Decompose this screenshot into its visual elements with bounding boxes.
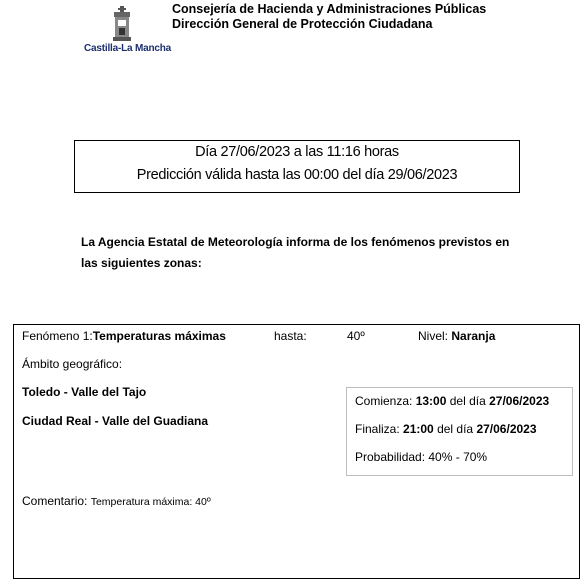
end-mid: del día: [437, 422, 474, 436]
issued-datetime: Día 27/06/2023 a las 11:16 horas: [195, 144, 399, 160]
threshold-value: 40º: [347, 329, 365, 343]
start-label: Comienza:: [355, 394, 413, 408]
intro-text: La Agencia Estatal de Meteorología informa de los fenómenos previstos en las siguientes zonas:: [81, 235, 510, 270]
comment-label: Comentario:: [22, 494, 88, 508]
phenomenon-name: Temperaturas máximas: [92, 329, 226, 343]
start-hour: 13:00: [415, 394, 447, 408]
threshold-label: hasta:: [274, 329, 307, 343]
directorate-name: Dirección General de Protección Ciudadana: [172, 17, 433, 31]
geographic-scope-label: Ámbito geográfico:: [22, 357, 123, 371]
zone-name: Toledo - Valle del Tajo: [22, 385, 147, 399]
start-date: 27/06/2023: [489, 394, 550, 408]
phenomenon-header: [22, 329, 226, 343]
start-mid: del día: [449, 394, 486, 408]
timing-box: [346, 387, 573, 476]
level-label: Nivel:: [418, 329, 449, 343]
end-date: 27/06/2023: [476, 422, 537, 436]
phenomenon-label: Fenómeno 1:: [22, 329, 93, 343]
forecast-date-box: [74, 140, 520, 193]
comment-text: Temperatura máxima: 40º: [90, 496, 211, 508]
zone-name: Ciudad Real - Valle del Guadiana: [22, 414, 209, 428]
castilla-la-mancha-emblem-icon: [108, 6, 136, 42]
end-time: [355, 422, 537, 436]
phenomenon-box: [13, 324, 580, 579]
organization-name: Consejería de Hacienda y Administraciones Públicas: [172, 2, 487, 16]
comment: [22, 494, 211, 508]
level-field: [418, 329, 495, 343]
probability: Probabilidad: 40% - 70%: [355, 450, 488, 464]
level-value: Naranja: [451, 329, 496, 343]
validity-datetime: Predicción válida hasta las 00:00 del día 29/06/2023: [136, 167, 458, 183]
start-time: [355, 394, 549, 408]
end-label: Finaliza:: [355, 422, 400, 436]
logo-text: Castilla-La Mancha: [84, 43, 171, 54]
end-hour: 21:00: [403, 422, 434, 436]
